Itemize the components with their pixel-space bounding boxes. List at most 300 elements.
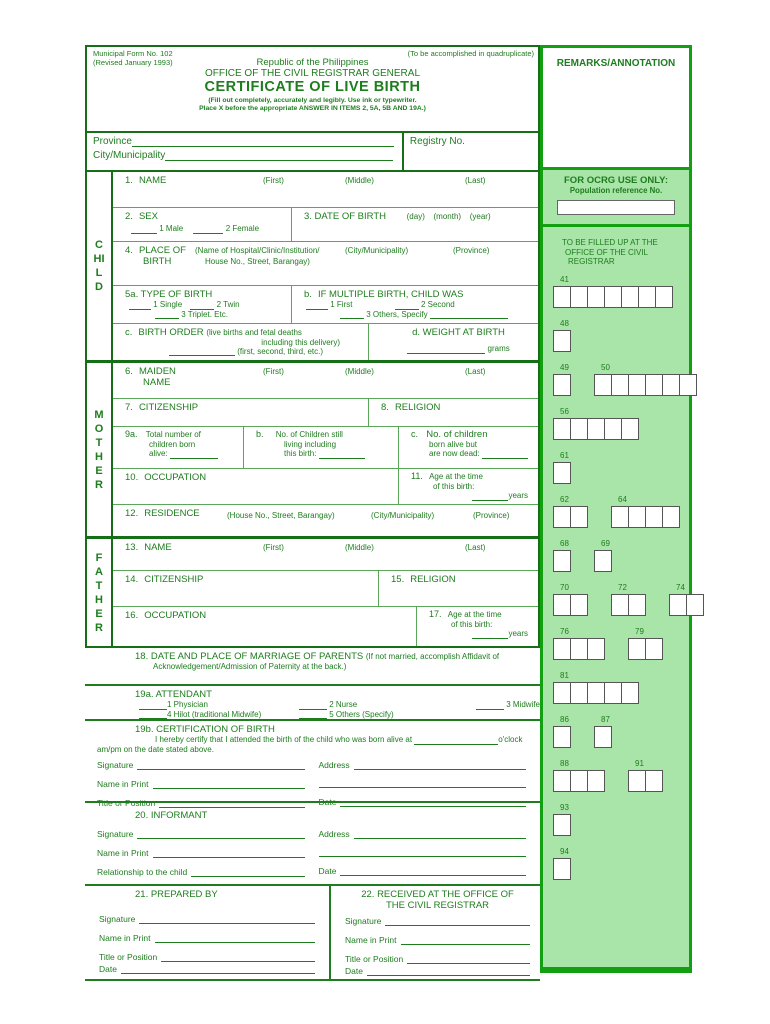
sidebar-field-boxes	[553, 814, 570, 836]
sidebar-box-group-row	[553, 363, 689, 396]
sidebar-code-box[interactable]	[645, 638, 663, 660]
sidebar-code-box[interactable]	[553, 550, 571, 572]
dead-text-1: No. of children	[426, 429, 488, 440]
informant-signature-line[interactable]	[137, 830, 304, 839]
children-born-alive-cell[interactable]	[113, 427, 243, 468]
field-number: 9a.	[125, 429, 138, 439]
middle-hint: (Middle)	[345, 543, 374, 552]
physician-blank[interactable]	[139, 701, 167, 710]
twin-blank[interactable]	[190, 301, 214, 310]
sidebar-field-boxes	[594, 374, 696, 396]
field-number: 14.	[125, 574, 139, 585]
name-in-print-line[interactable]	[153, 780, 305, 789]
father-occupation-cell[interactable]	[113, 607, 416, 646]
birth-order-hint-2: including this delivery)	[261, 338, 340, 347]
remarks-annotation-box[interactable]	[543, 48, 689, 170]
sidebar-code-box[interactable]	[621, 682, 639, 704]
sidebar-field-number: 69	[601, 538, 610, 548]
field-number: 10.	[125, 472, 139, 483]
sidebar-field-boxes	[553, 770, 604, 792]
informant-label: 20. INFORMANT	[135, 810, 208, 821]
sidebar-code-box[interactable]	[553, 770, 571, 792]
signature-label: Signature	[99, 914, 136, 924]
living-text-3: this birth:	[284, 449, 317, 458]
residence-hint-1: (House No., Street, Barangay)	[227, 511, 335, 520]
second-blank[interactable]	[395, 301, 419, 310]
triplet-option: 3 Triplet. Etc.	[181, 309, 228, 319]
certification-label: 19b. CERTIFICATION OF BIRTH	[135, 724, 275, 735]
hilot-blank[interactable]	[139, 710, 167, 719]
sidebar-code-box[interactable]	[645, 506, 663, 528]
child-name-row[interactable]	[113, 172, 538, 208]
single-option: 1 Single	[153, 300, 183, 309]
midwife-option: 3 Midwife	[506, 700, 540, 709]
multiple-birth-cell[interactable]	[291, 286, 538, 323]
sidebar-field-41	[553, 275, 672, 308]
sidebar-code-box[interactable]	[587, 770, 605, 792]
sidebar-code-box[interactable]	[553, 286, 571, 308]
prepared-signature-line[interactable]	[139, 915, 315, 924]
received-name-line[interactable]	[401, 936, 531, 945]
sidebar-field-boxes	[553, 462, 570, 484]
ocrg-use-only-box	[543, 170, 689, 227]
province-label: Province	[93, 136, 132, 147]
mother-section	[87, 363, 538, 539]
sidebar-code-box[interactable]	[570, 594, 588, 616]
sidebar-field-70	[553, 583, 587, 616]
form-header	[85, 45, 540, 133]
child-section	[87, 172, 538, 363]
province-input-line[interactable]	[132, 138, 394, 147]
place-label-1: PLACE OF	[138, 245, 186, 256]
sidebar-field-number: 91	[635, 758, 644, 768]
title-or-position-label: Title or Position	[97, 798, 156, 808]
last-hint: (Last)	[465, 176, 486, 185]
informant-address-line-2[interactable]	[319, 848, 527, 857]
marriage-note-2: Acknowledgement/Admission of Paternity at the back.)	[153, 662, 347, 671]
sidebar-field-number: 87	[601, 714, 610, 724]
signature-label: Signature	[97, 760, 134, 770]
fill-note-line-2: OFFICE OF THE CIVIL	[565, 247, 648, 257]
sidebar-field-61	[553, 451, 570, 484]
sidebar-code-box[interactable]	[587, 286, 605, 308]
sidebar-code-box[interactable]	[628, 638, 646, 660]
place-hint-2: House No., Street, Barangay)	[205, 257, 310, 266]
sidebar-field-boxes	[553, 726, 570, 748]
sidebar-code-box[interactable]	[587, 418, 605, 440]
received-signature-line[interactable]	[385, 917, 530, 926]
sidebar-field-boxes	[553, 682, 638, 704]
informant-address-line[interactable]	[354, 830, 526, 839]
child-place-row[interactable]	[113, 242, 538, 286]
informant-date-line[interactable]	[340, 867, 526, 876]
father-name-row[interactable]	[113, 539, 538, 571]
oclock-line[interactable]	[414, 736, 498, 745]
sidebar-code-box[interactable]	[686, 594, 704, 616]
received-date-line[interactable]	[367, 967, 530, 976]
name-in-print-label: Name in Print	[97, 779, 149, 789]
mother-maiden-name-row[interactable]	[113, 363, 538, 399]
birth-order-hint-1: (live births and fetal deaths	[206, 328, 302, 337]
sidebar-field-boxes	[553, 374, 570, 396]
birth-order-line[interactable]	[169, 347, 235, 356]
sidebar-field-boxes	[553, 550, 570, 572]
sidebar-box-group-row	[553, 495, 689, 528]
address-line-2[interactable]	[319, 779, 527, 788]
birth-order-cell[interactable]	[113, 324, 368, 360]
sidebar-code-box[interactable]	[570, 418, 588, 440]
sidebar-field-76	[553, 627, 604, 660]
signature-label: Signature	[97, 829, 134, 839]
sidebar-field-number: 70	[560, 582, 569, 592]
sidebar-box-group-row	[553, 275, 689, 308]
remarks-title: REMARKS/ANNOTATION	[556, 58, 676, 69]
sidebar-code-box[interactable]	[611, 594, 629, 616]
sidebar-field-number: 74	[676, 582, 685, 592]
dead-line[interactable]	[482, 450, 528, 459]
signature-label: Signature	[345, 916, 382, 926]
sidebar-box-group-row	[553, 803, 689, 836]
received-at-cell[interactable]	[329, 886, 540, 979]
child-dob-cell[interactable]	[291, 208, 538, 241]
ocrg-title: FOR OCRG USE ONLY:	[564, 175, 668, 186]
sidebar-field-number: 81	[560, 670, 569, 680]
name-in-print-label: Name in Print	[345, 935, 397, 945]
city-input-line[interactable]	[165, 152, 393, 161]
living-line[interactable]	[319, 450, 365, 459]
sidebar-field-79	[628, 627, 662, 660]
prepared-date-line[interactable]	[121, 965, 315, 974]
child-sex-cell[interactable]	[113, 208, 291, 241]
marriage-note-1: (If not married, accomplish Affidavit of	[365, 652, 500, 661]
received-title-line[interactable]	[407, 955, 530, 964]
sidebar-code-box[interactable]	[645, 374, 663, 396]
living-text-1: No. of Children still	[275, 430, 343, 439]
sex-label: SEX	[138, 211, 158, 222]
sidebar-box-group-row	[553, 583, 689, 616]
sidebar-code-box[interactable]	[553, 638, 571, 660]
mother-age-text-1: Age at the time	[429, 472, 483, 481]
field-number: 8.	[381, 402, 389, 413]
father-age-cell[interactable]	[416, 607, 538, 646]
fill-note-line-1: TO BE FILLED UP AT THE	[562, 238, 658, 247]
sidebar-code-box[interactable]	[570, 638, 588, 660]
sidebar-code-box[interactable]	[611, 374, 629, 396]
single-blank[interactable]	[129, 301, 151, 310]
dead-text-2: born alive but	[429, 439, 478, 449]
sidebar-code-box[interactable]	[553, 726, 571, 748]
certification-row[interactable]	[85, 721, 540, 808]
mother-occupation-cell[interactable]	[113, 469, 398, 504]
field-number: 17.	[429, 609, 442, 619]
nurse-blank[interactable]	[299, 701, 327, 710]
hilot-option: 4 Hilot (traditional Midwife)	[167, 709, 262, 719]
father-religion-cell[interactable]	[378, 571, 538, 606]
father-religion-label: RELIGION	[410, 574, 456, 585]
father-citizenship-label: CITIZENSHIP	[144, 574, 204, 585]
father-age-unit: years	[508, 629, 528, 638]
sidebar-field-number: 62	[560, 494, 569, 504]
sidebar-field-62	[553, 495, 587, 528]
sidebar-code-box[interactable]	[553, 594, 571, 616]
mother-age-text-2: of this birth:	[433, 481, 475, 491]
sidebar-box-groups	[543, 275, 689, 880]
form-title: CERTIFICATE OF LIVE BIRTH	[204, 79, 421, 95]
sidebar-field-boxes	[553, 330, 570, 352]
first-option: 1 First	[330, 300, 353, 309]
sidebar-code-box[interactable]	[553, 858, 571, 880]
sidebar-field-64	[611, 495, 679, 528]
sidebar-code-box[interactable]	[570, 682, 588, 704]
maiden-label-1: MAIDEN	[138, 366, 176, 377]
attendant-row[interactable]	[85, 686, 540, 721]
form-number: Municipal Form No. 102	[93, 49, 173, 58]
field-number: 13.	[125, 542, 139, 553]
sidebar-field-number: 56	[560, 406, 569, 416]
sidebar-box-group-row	[553, 539, 689, 572]
sidebar-field-number: 79	[635, 626, 644, 636]
field-number: 7.	[125, 402, 133, 413]
mother-age-unit: years	[508, 491, 528, 500]
ocrg-sidebar	[540, 45, 692, 973]
others-attendant-option: 5 Others (Specify)	[329, 709, 394, 719]
mother-religion-cell[interactable]	[368, 399, 538, 426]
weight-cell[interactable]	[368, 324, 538, 360]
field-number: 1.	[125, 175, 133, 186]
dob-label: 3. DATE OF BIRTH	[304, 211, 386, 222]
male-blank[interactable]	[131, 225, 157, 234]
sidebar-box-group-row	[553, 451, 689, 484]
middle-hint: (Middle)	[345, 367, 374, 376]
sidebar-box-group-row	[553, 759, 689, 792]
father-occupation-label: OCCUPATION	[144, 610, 207, 621]
others-attendant-blank[interactable]	[299, 710, 327, 719]
sidebar-code-box[interactable]	[645, 770, 663, 792]
sidebar-field-86	[553, 715, 570, 748]
mother-citizenship-cell[interactable]	[113, 399, 368, 426]
female-blank[interactable]	[193, 225, 223, 234]
field-number: 12.	[125, 508, 139, 519]
prepared-name-line[interactable]	[155, 934, 316, 943]
sidebar-code-box[interactable]	[553, 418, 571, 440]
certification-body-3: am/pm on the date stated above.	[97, 744, 214, 754]
mother-residence-row[interactable]	[113, 505, 538, 536]
midwife-blank[interactable]	[476, 701, 504, 710]
sidebar-field-number: 68	[560, 538, 569, 548]
sidebar-field-number: 93	[560, 802, 569, 812]
relationship-label: Relationship to the child	[97, 867, 188, 877]
sidebar-field-number: 76	[560, 626, 569, 636]
type-of-birth-label: 5a. TYPE OF BIRTH	[125, 289, 213, 300]
sidebar-box-group-row	[553, 319, 689, 352]
attendant-label: 19a. ATTENDANT	[135, 689, 212, 700]
father-section	[87, 539, 538, 646]
sidebar-code-box[interactable]	[570, 286, 588, 308]
father-age-line[interactable]	[472, 630, 508, 639]
sidebar-code-box[interactable]	[655, 286, 673, 308]
sidebar-code-box[interactable]	[604, 418, 622, 440]
sidebar-code-box[interactable]	[587, 638, 605, 660]
date-label: Date	[345, 966, 363, 976]
signature-line[interactable]	[137, 761, 304, 770]
sidebar-field-boxes	[553, 638, 604, 660]
sidebar-code-box[interactable]	[604, 682, 622, 704]
sidebar-code-box[interactable]	[621, 286, 639, 308]
office-line: OFFICE OF THE CIVIL REGISTRAR GENERAL	[204, 68, 421, 79]
first-hint: (First)	[263, 176, 284, 185]
alive-text-1: Total number of	[145, 430, 201, 439]
date-label: Date	[318, 797, 337, 807]
sidebar-field-number: 94	[560, 846, 569, 856]
sidebar-field-number: 41	[560, 274, 569, 284]
sidebar-code-box[interactable]	[628, 770, 646, 792]
mother-citizenship-label: CITIZENSHIP	[138, 402, 199, 413]
name-in-print-label: Name in Print	[97, 848, 149, 858]
sidebar-code-box[interactable]	[621, 418, 639, 440]
mother-age-line[interactable]	[472, 492, 508, 501]
mother-religion-label: RELIGION	[394, 402, 441, 413]
sidebar-field-49	[553, 363, 570, 396]
sidebar-box-group-row	[553, 715, 689, 748]
field-number: b.	[304, 289, 312, 300]
field-number: c.	[411, 429, 419, 439]
children-dead-cell[interactable]	[398, 427, 538, 468]
alive-line[interactable]	[170, 450, 218, 459]
sidebar-code-box[interactable]	[587, 682, 605, 704]
sidebar-field-boxes	[669, 594, 703, 616]
certification-body-1: I hereby certify that I attended the birth of the child who was born alive at	[155, 735, 413, 744]
sidebar-code-box[interactable]	[594, 726, 612, 748]
sidebar-code-box[interactable]	[553, 330, 571, 352]
instruction-line-2: Place X before the appropriate ANSWER IN ITEMS 2, 5A, 5B AND 19A.)	[199, 104, 426, 112]
sidebar-field-68	[553, 539, 570, 572]
relationship-line[interactable]	[191, 868, 304, 877]
prepared-received-row	[85, 886, 540, 981]
others-specify-line[interactable]	[430, 310, 508, 319]
sidebar-box-group-row	[553, 627, 689, 660]
informant-row[interactable]	[85, 803, 540, 886]
father-name-label: NAME	[144, 542, 172, 553]
date-label: Date	[99, 964, 117, 974]
nurse-option: 2 Nurse	[329, 700, 358, 709]
father-age-text-2: of this birth:	[451, 619, 493, 629]
sidebar-code-box[interactable]	[553, 682, 571, 704]
place-province-hint: (Province)	[453, 246, 490, 255]
republic-line: Republic of the Philippines	[256, 57, 369, 68]
mother-occupation-label: OCCUPATION	[144, 472, 207, 483]
sidebar-code-box[interactable]	[662, 506, 680, 528]
instruction-line-1: (Fill out completely, accurately and legibly. Use ink or typewriter.	[208, 97, 417, 104]
last-hint: (Last)	[465, 367, 486, 376]
sidebar-code-box[interactable]	[553, 374, 571, 396]
sidebar-code-box[interactable]	[570, 506, 588, 528]
marriage-row[interactable]	[85, 648, 540, 686]
field-number: 4.	[125, 245, 133, 256]
prepared-title-line[interactable]	[161, 953, 315, 962]
sidebar-code-box[interactable]	[679, 374, 697, 396]
first-blank[interactable]	[306, 301, 328, 310]
name-in-print-label: Name in Print	[99, 933, 151, 943]
place-city-hint: (City/Municipality)	[345, 246, 409, 255]
form-revised: (Revised January 1993)	[93, 57, 173, 67]
children-living-cell[interactable]	[243, 427, 398, 468]
sidebar-code-box[interactable]	[553, 506, 571, 528]
sidebar-code-box[interactable]	[628, 506, 646, 528]
triplet-blank[interactable]	[155, 310, 179, 319]
sidebar-code-box[interactable]	[594, 550, 612, 572]
sidebar-code-box[interactable]	[628, 594, 646, 616]
last-hint: (Last)	[465, 543, 486, 552]
sidebar-code-box[interactable]	[553, 814, 571, 836]
day-hint: (day)	[406, 212, 425, 221]
informant-name-line[interactable]	[153, 849, 305, 858]
sidebar-field-boxes	[553, 418, 638, 440]
province-registry-box	[85, 133, 540, 172]
sidebar-code-box[interactable]	[638, 286, 656, 308]
alive-text-3: alive:	[149, 449, 168, 458]
sidebar-code-box[interactable]	[553, 462, 571, 484]
sidebar-field-72	[611, 583, 645, 616]
child-name-label: NAME	[138, 175, 167, 186]
sidebar-code-box[interactable]	[628, 374, 646, 396]
living-text-2: living including	[284, 439, 337, 449]
sidebar-box-group-row	[553, 847, 689, 880]
male-option: 1 Male	[159, 224, 184, 233]
sidebar-field-91	[628, 759, 662, 792]
twin-option: 2 Twin	[216, 300, 240, 309]
sidebar-field-93	[553, 803, 570, 836]
others-blank[interactable]	[340, 310, 364, 319]
sidebar-field-boxes	[594, 550, 611, 572]
sidebar-field-boxes	[611, 506, 679, 528]
registry-no-cell	[402, 133, 538, 170]
type-of-birth-cell[interactable]	[113, 286, 291, 323]
alive-text-2: children born	[149, 439, 196, 449]
field-number: 6.	[125, 366, 133, 377]
sidebar-field-87	[594, 715, 611, 748]
mother-residence-label: RESIDENCE	[144, 508, 200, 519]
father-citizenship-cell[interactable]	[113, 571, 378, 606]
sidebar-field-number: 86	[560, 714, 569, 724]
weight-unit: grams	[487, 344, 510, 353]
place-label-2: BIRTH	[143, 256, 172, 267]
physician-option: 1 Physician	[167, 700, 208, 709]
address-label: Address	[318, 760, 350, 770]
weight-line[interactable]	[407, 345, 485, 354]
ocrg-subtitle: Population reference No.	[569, 186, 663, 195]
sidebar-code-box[interactable]	[570, 770, 588, 792]
sidebar-field-boxes	[553, 506, 587, 528]
sidebar-code-box[interactable]	[594, 374, 612, 396]
sidebar-code-box[interactable]	[604, 286, 622, 308]
address-line[interactable]	[354, 761, 526, 770]
certification-body-2: o'clock	[498, 735, 523, 744]
title-or-position-label: Title or Position	[345, 954, 404, 964]
mother-age-cell[interactable]	[398, 469, 538, 504]
birth-order-label: BIRTH ORDER	[138, 327, 204, 338]
prepared-by-cell[interactable]	[85, 886, 329, 979]
date-label: Date	[318, 866, 337, 876]
sidebar-code-box[interactable]	[611, 506, 629, 528]
father-side-label: FATHER	[87, 539, 113, 646]
population-reference-input[interactable]	[557, 200, 675, 215]
sidebar-code-box[interactable]	[662, 374, 680, 396]
first-hint: (First)	[263, 367, 284, 376]
maiden-label-2: NAME	[143, 377, 171, 388]
sidebar-field-number: 88	[560, 758, 569, 768]
city-label: City/Municipality	[93, 150, 166, 161]
sidebar-code-box[interactable]	[669, 594, 687, 616]
